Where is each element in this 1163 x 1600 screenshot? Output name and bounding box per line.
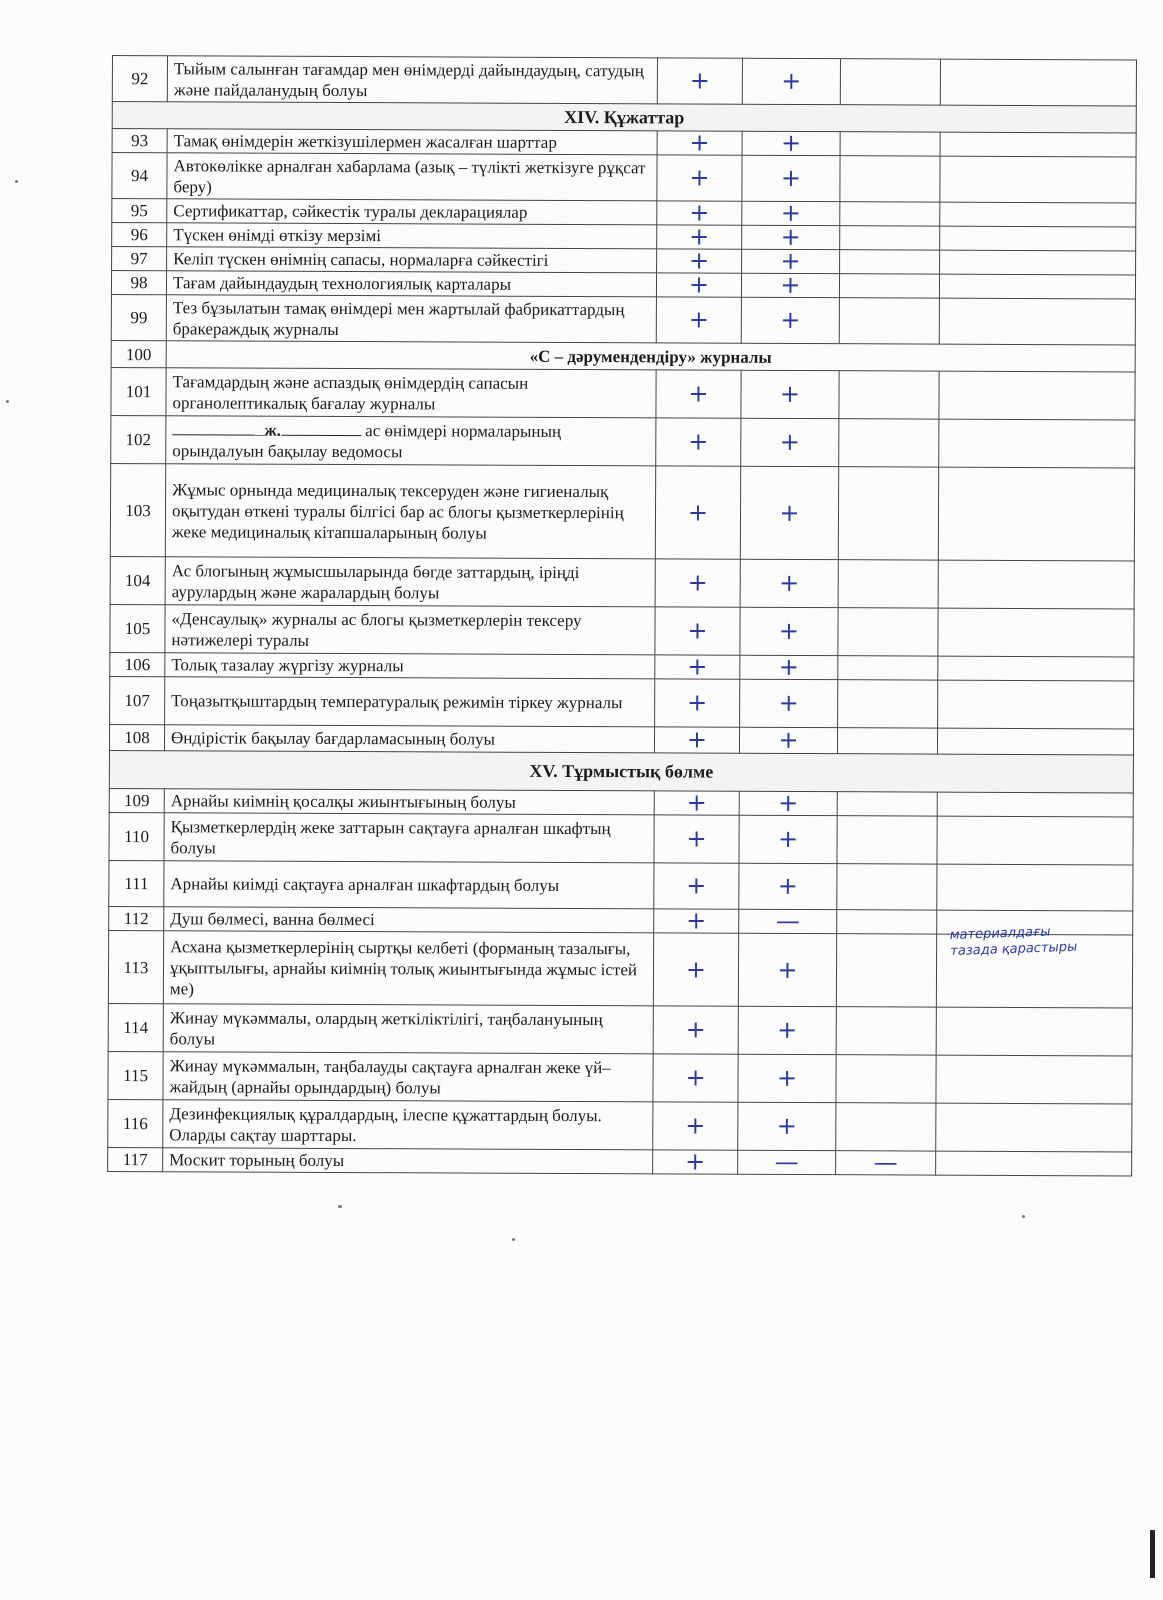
mark-col1: +: [655, 559, 740, 607]
mark-col4: [940, 59, 1136, 106]
row-number: 92: [112, 56, 167, 102]
mark-col1: +: [653, 1006, 738, 1054]
mark-col1: +: [654, 791, 739, 815]
row-number: 104: [110, 556, 165, 604]
mark-col4: [940, 156, 1136, 203]
row-number: 101: [111, 367, 166, 415]
mark-col4: [938, 467, 1134, 561]
row-text: Автокөлікке арналған хабарлама (азық – түлікті жеткізуге рұқсат беру): [167, 153, 657, 201]
row-number: 110: [109, 812, 164, 860]
row-text: Сертификаттар, сәйкестік туралы декларациялар: [167, 199, 657, 225]
mark-col1: +: [656, 297, 741, 343]
row-text: Душ бөлмесі, ванна бөлмесі: [164, 907, 654, 933]
row-text: Москит торының болуы: [163, 1148, 653, 1174]
mark-col3: [839, 419, 939, 467]
mark-col2: +: [741, 370, 839, 418]
mark-col1: +: [653, 1054, 738, 1102]
table-row: [111, 294, 1135, 344]
row-text: Тағам дайындаудың технологиялық карталары: [166, 271, 656, 297]
row-title: «С – дәрумендендіру» журналы: [166, 341, 1135, 372]
mark-col1: +: [654, 815, 739, 863]
row-number: 102: [111, 415, 166, 463]
mark-col3: [840, 59, 940, 105]
mark-col2: +: [740, 679, 838, 727]
table-row: [110, 556, 1134, 608]
mark-col3: [840, 132, 940, 156]
mark-col3: [836, 1055, 936, 1103]
mark-col3: [837, 816, 937, 864]
checklist-table: [107, 55, 1137, 1176]
mark-col3: [840, 156, 940, 202]
mark-col2: +: [741, 418, 839, 466]
table-row: [108, 1003, 1132, 1055]
row-text: Жинау мүкәммалы, олардың жеткіліктілігі, таңбалануының болуы: [163, 1004, 653, 1054]
mark-col2: +: [741, 273, 839, 297]
row-text: Тамақ өнімдерін жеткізушілермен жасалған шарттар: [167, 129, 657, 155]
mark-col1: +: [653, 1150, 738, 1174]
mark-col2: —: [739, 909, 837, 933]
row-number: 107: [110, 676, 165, 724]
mark-col1: +: [654, 727, 739, 753]
mark-col2: —: [738, 1150, 836, 1174]
scan-speck: [6, 400, 9, 403]
row-text: Тез бұзылатын тамақ өнімдері мен жартылай фабрикаттардың бракераждық журналы: [166, 295, 656, 343]
row-number: 99: [111, 294, 166, 340]
row-text: Өндірістік бақылау бағдарламасының болуы: [164, 725, 654, 753]
mark-col3: [839, 371, 939, 419]
mark-col3: [840, 250, 940, 274]
row-text: [166, 416, 656, 466]
mark-col4: [940, 132, 1136, 157]
mark-col3: [838, 467, 938, 560]
table-row: [112, 56, 1136, 106]
scan-speck: [338, 1205, 342, 1208]
row-text: Арнайы киімнің қосалқы жиынтығының болуы: [164, 789, 654, 815]
table-row: [109, 860, 1133, 910]
mark-col4: [938, 656, 1134, 681]
mark-col3: [840, 202, 940, 226]
mark-col1: +: [657, 225, 742, 249]
mark-col1: +: [657, 249, 742, 273]
row-number: 96: [112, 223, 167, 247]
mark-col2: +: [738, 1102, 836, 1150]
mark-col2: +: [738, 1054, 836, 1102]
row-text: «Денсаулық» журналы ас блогы қызметкерлерін тексеру нәтижелері туралы: [165, 605, 655, 655]
mark-col1: +: [655, 679, 740, 727]
blank-line: [281, 419, 361, 435]
table-row: [111, 367, 1135, 419]
table-row: [108, 1099, 1132, 1151]
mark-col4: [936, 1151, 1132, 1176]
row-text: Келіп түскен өнімнің сапасы, нормаларға сәйкестігі: [167, 247, 657, 273]
mark-col3: [838, 608, 938, 656]
mark-col2: +: [742, 155, 840, 201]
row-text: Жұмыс орнында медициналық тексеруден және гигиеналық оқытудан өткені туралы білгісі бар ас блогы қызметкерлерінің жеке медициналық кітапшаларының болуы: [165, 464, 655, 559]
row-text: Тағамдардың және аспаздық өнімдердің сапасын органолептикалық бағалау журналы: [166, 368, 656, 418]
mark-col4: [937, 864, 1133, 911]
blank-line: [172, 419, 264, 435]
row-number: 115: [108, 1051, 163, 1099]
table-row: [109, 812, 1133, 864]
mark-col1: +: [656, 418, 741, 466]
section-title: XV. Тұрмыстық бөлме: [109, 750, 1133, 792]
mark-col4: [939, 274, 1135, 299]
section-header: [109, 750, 1133, 792]
row-text: Толық тазалау жүргізу журналы: [165, 653, 655, 679]
mark-col4: [937, 816, 1133, 865]
mark-col1: +: [653, 1102, 738, 1150]
note-line: материалдағы: [949, 924, 1051, 944]
mark-col3: [838, 560, 938, 608]
row-text-rest: ас өнімдері нормаларының орындалуын бақылау ведомосы: [172, 420, 562, 461]
mark-col2: +: [738, 1006, 836, 1054]
mark-col2: +: [740, 466, 838, 559]
mark-col1: +: [655, 466, 740, 559]
mark-col2: +: [742, 58, 840, 104]
row-number: 93: [112, 129, 167, 153]
mark-col3: [839, 298, 939, 344]
row-number: 94: [112, 153, 167, 199]
table-row: [108, 1051, 1132, 1103]
mark-col3: [838, 656, 938, 680]
mark-col4: [936, 1103, 1132, 1152]
row-number: 105: [110, 604, 165, 652]
mark-col1: +: [657, 58, 742, 104]
note-line: тазада қарастыры: [950, 939, 1078, 960]
mark-col1: +: [657, 201, 742, 225]
checklist-sheet: [107, 55, 1136, 1176]
row-text: Жинау мүкәммалын, таңбалауды сақтауға арналған жеке үй–жайдың (арнайы орындардың) болуы: [163, 1052, 653, 1102]
table-row: [112, 153, 1136, 203]
mark-col2: +: [739, 863, 837, 909]
row-text: Ас блогының жұмысшыларында бөгде заттардың, іріңді аурулардың және жаралардың болуы: [165, 557, 655, 607]
row-number: 117: [108, 1147, 163, 1171]
table-row: [108, 1147, 1132, 1175]
mark-col3: [837, 792, 937, 816]
table-row: [110, 463, 1134, 560]
mark-col1: +: [656, 370, 741, 418]
mark-col3: [836, 1103, 936, 1151]
mark-col2: +: [740, 655, 838, 679]
row-text: Арнайы киімді сақтауға арналған шкафтардың болуы: [164, 861, 654, 909]
mark-col1: +: [655, 655, 740, 679]
row-number: 95: [112, 199, 167, 223]
mark-col3: [839, 274, 939, 298]
mark-col4: [938, 560, 1134, 609]
mark-col3: [838, 680, 938, 728]
row-text: Қызметкерлердің жеке заттарын сақтауға арналған шкафтың болуы: [164, 813, 654, 863]
mark-col2: +: [740, 607, 838, 655]
mark-col4: [939, 419, 1135, 468]
mark-col4: [937, 792, 1133, 817]
scan-speck: [15, 180, 18, 183]
mark-col2: +: [742, 225, 840, 249]
mark-col4: [939, 298, 1135, 345]
table-row: [110, 604, 1134, 656]
row-number: 103: [110, 463, 165, 556]
table-row: [111, 415, 1135, 467]
mark-col1: +: [655, 607, 740, 655]
row-number: 108: [109, 724, 164, 750]
mark-col4: [940, 250, 1136, 275]
row-number: 100: [111, 340, 166, 367]
row-text: Түскен өнімді өткізу мерзімі: [167, 223, 657, 249]
row-number: 112: [109, 906, 164, 930]
scan-speck: [512, 1238, 515, 1241]
row-number: 106: [110, 652, 165, 676]
handwritten-note: [949, 922, 1125, 960]
mark-col1: +: [657, 131, 742, 155]
scan-edge-mark: [1150, 1530, 1155, 1578]
mark-col4: [939, 371, 1135, 420]
mark-col2: +: [742, 131, 840, 155]
mark-col2: +: [741, 297, 839, 343]
row-text: Тоңазытқыштардың температуралық режимін тіркеу журналы: [165, 677, 655, 727]
mark-col3: [836, 1007, 936, 1055]
mark-col3: [837, 910, 937, 934]
mark-col2: +: [738, 933, 836, 1006]
row-number: 97: [112, 247, 167, 271]
row-number: 111: [109, 860, 164, 906]
row-number: 113: [108, 930, 163, 1003]
mark-col1: +: [653, 933, 738, 1006]
mark-col1: +: [657, 155, 742, 201]
mark-col4: [940, 226, 1136, 251]
mark-col4: [936, 1007, 1132, 1056]
row-number: 98: [111, 271, 166, 295]
year-abbrev: ж.: [264, 420, 281, 440]
row-number: 109: [109, 788, 164, 812]
section-title: XIV. Құжаттар: [112, 102, 1136, 133]
mark-col3: [840, 226, 940, 250]
mark-col2: +: [742, 249, 840, 273]
mark-col4: [936, 1055, 1132, 1104]
mark-col1: +: [654, 863, 739, 909]
mark-col2: +: [740, 559, 838, 607]
row-text: Асхана қызметкерлерінің сыртқы келбеті (форманың тазалығы, ұқыптылығы, арнайы киімнің толық жиынтығында жұмыс істей ме): [163, 931, 653, 1006]
mark-col4: [937, 728, 1133, 755]
mark-col4: [938, 680, 1134, 729]
row-number: 114: [108, 1003, 163, 1051]
mark-col4: [940, 202, 1136, 227]
mark-col3: [837, 864, 937, 910]
mark-col4: [938, 608, 1134, 657]
mark-col1: +: [656, 273, 741, 297]
mark-col3: [836, 934, 936, 1007]
row-text: Тыйым салынған тағамдар мен өнімдерді дайындаудың, сатудың және пайдаланудың болуы: [167, 56, 657, 104]
mark-col1: +: [654, 909, 739, 933]
mark-col2: +: [739, 791, 837, 815]
row-number: 116: [108, 1099, 163, 1147]
mark-col2: +: [739, 815, 837, 863]
mark-col2: +: [739, 727, 837, 753]
mark-col3: [837, 728, 937, 754]
row-text: Дезинфекциялық құралдардың, ілеспе құжаттардың болуы. Оларды сақтау шарттары.: [163, 1100, 653, 1150]
scan-speck: [1022, 1215, 1025, 1218]
mark-col3: —: [836, 1151, 936, 1175]
mark-col2: +: [742, 201, 840, 225]
table-row: [110, 676, 1134, 728]
